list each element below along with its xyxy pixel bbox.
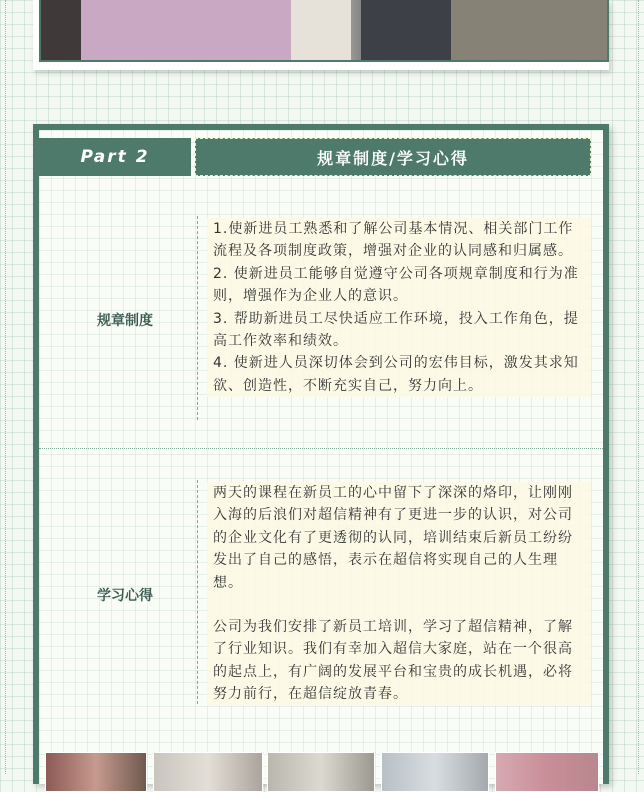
- photo-thumb: [495, 752, 599, 792]
- photo-thumb: [45, 752, 147, 792]
- training-photo: [41, 0, 607, 60]
- row-label-regulations: 规章制度: [97, 313, 153, 329]
- photo-thumb: [153, 752, 263, 792]
- part-label: Part 2: [39, 138, 191, 176]
- section-title: 规章制度/学习心得: [195, 138, 591, 176]
- reflections-text: [207, 482, 591, 706]
- photo-strip: [45, 752, 597, 792]
- row1-divider: [197, 216, 198, 420]
- regulation-item: 3. 帮助新进员工尽快适应工作环境，投入工作角色，提高工作效率和绩效。: [213, 310, 579, 350]
- row2-divider: [197, 480, 198, 704]
- regulations-text: [207, 218, 591, 397]
- part2-card-body: [39, 130, 603, 784]
- top-photo-card: [33, 0, 609, 70]
- left-dotted-border: [5, 0, 6, 774]
- regulation-item: 4. 使新进人员深切体会到公司的宏伟目标，激发其求知欲、创造性，不断充实自己，努力向上。: [213, 355, 579, 394]
- row-separator: [39, 448, 603, 449]
- reflection-paragraph: 公司为我们安排了新员工培训，学习了超信精神，了解了行业知识。我们有幸加入超信大家庭，站在一个很高的起点上，有广阔的发展平台和宝贵的成长机遇，必将努力前行，在超信绽放青春。: [213, 619, 573, 703]
- row-label-reflections: 学习心得: [97, 588, 153, 604]
- top-photo-frame: [39, 0, 609, 62]
- photo-thumb: [267, 752, 375, 792]
- right-dotted-border: [638, 0, 639, 774]
- regulation-item: 2. 使新进员工能够自觉遵守公司各项规章制度和行为准则，增强作为企业人的意识。: [213, 265, 579, 305]
- part2-card: [33, 124, 609, 784]
- photo-thumb: [381, 752, 489, 792]
- regulation-item: 1.使新进员工熟悉和了解公司基本情况、相关部门工作流程及各项制度政策，增强对企业的认同感和归属感。: [213, 221, 574, 260]
- reflection-paragraph: 两天的课程在新员工的心中留下了深深的烙印，让刚刚入海的后浪们对超信精神有了更进一步的认识，对公司的企业文化有了更透彻的认同，培训结束后新员工纷纷发出了自己的感悟，表示在超信将实现自己的人生理想。: [213, 485, 573, 591]
